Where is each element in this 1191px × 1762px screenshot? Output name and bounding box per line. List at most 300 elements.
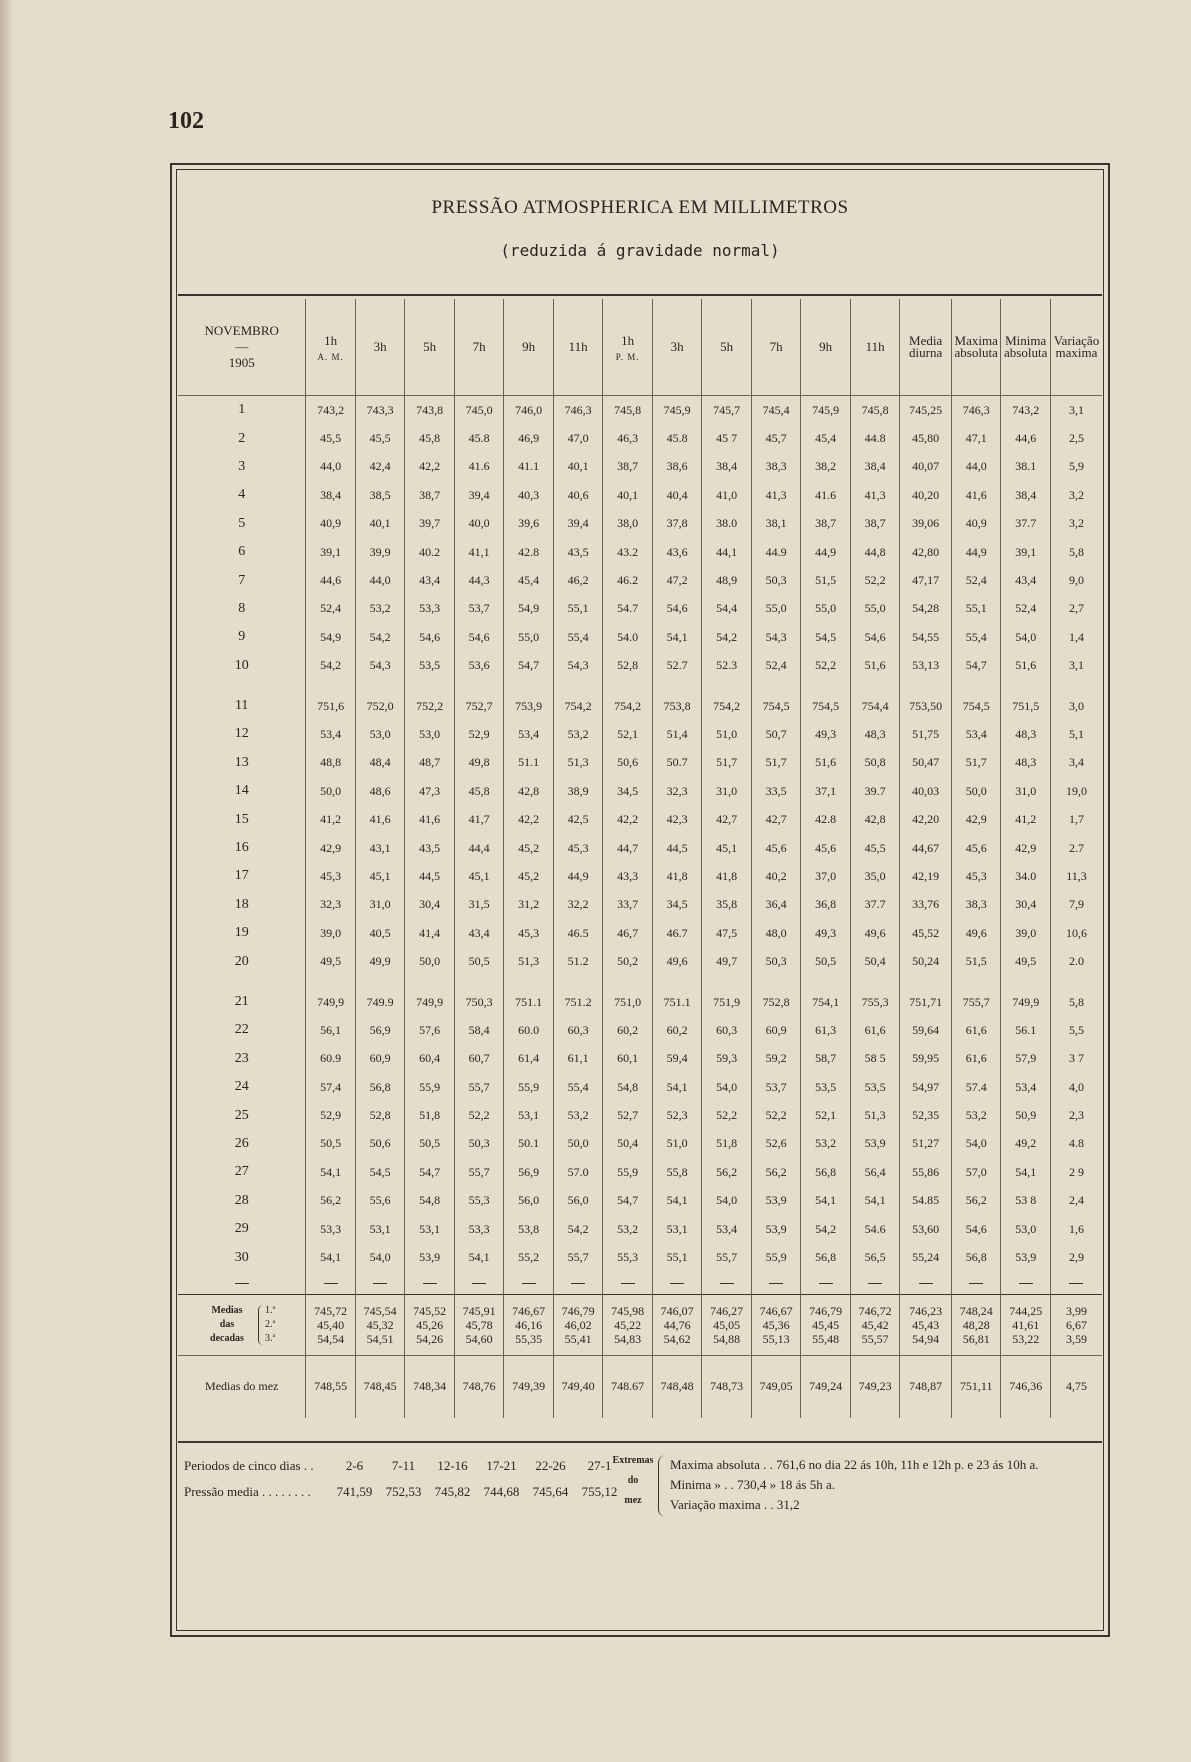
value-cell: 41,6 <box>405 805 455 833</box>
value-cell: 31,5 <box>454 891 504 919</box>
value-cell: 54,2 <box>306 652 356 680</box>
value-cell: 751,9 <box>702 988 752 1016</box>
value-cell: 51,75 <box>900 720 952 748</box>
table-row <box>178 720 1102 748</box>
value-cell: 43.2 <box>603 538 653 566</box>
value-cell: 50,47 <box>900 749 952 777</box>
value-cell: 754,2 <box>603 692 653 720</box>
medias-decadas-row <box>178 1294 1102 1355</box>
value-cell: 38,3 <box>751 453 801 481</box>
value-cell: 33,5 <box>751 777 801 805</box>
periodo-value: 7-11 <box>391 1458 416 1473</box>
value-cell: 50,5 <box>306 1130 356 1158</box>
value-cell: 50,6 <box>603 749 653 777</box>
value-cell: 54,1 <box>652 1187 702 1215</box>
table-row <box>178 1073 1102 1101</box>
value-cell: 47,17 <box>900 566 952 594</box>
value-cell: 45,1 <box>454 862 504 890</box>
value-cell: 54,7 <box>405 1158 455 1186</box>
value-cell: 39,1 <box>1001 538 1051 566</box>
value-cell: 58,4 <box>454 1016 504 1044</box>
value-cell: 57.0 <box>553 1158 603 1186</box>
table-row <box>178 652 1102 680</box>
value-cell: 55,4 <box>553 623 603 651</box>
value-cell: 52,8 <box>603 652 653 680</box>
value-cell: 50,7 <box>751 720 801 748</box>
value-cell: 51,3 <box>504 947 554 975</box>
value-cell: 746,3 <box>951 396 1001 425</box>
header-row <box>178 299 1102 396</box>
value-cell: 40,5 <box>355 919 405 947</box>
periodo-value: 12-16 <box>437 1458 468 1473</box>
value-cell: 44.8 <box>850 424 900 452</box>
value-cell: 61,6 <box>951 1016 1001 1044</box>
value-cell: 42,9 <box>951 805 1001 833</box>
value-cell: 751,5 <box>1001 692 1051 720</box>
pressao-label: Pressão media . . . . . . . . <box>184 1484 311 1499</box>
value-cell: 52,1 <box>603 720 653 748</box>
month-mean-cell: 748,55 <box>306 1355 356 1418</box>
value-cell: 53,1 <box>405 1215 455 1243</box>
value-cell: 743,8 <box>405 396 455 425</box>
value-cell: 56,9 <box>504 1158 554 1186</box>
value-cell: 55,24 <box>900 1243 952 1271</box>
day-cell: 18 <box>234 896 249 912</box>
dash-mark <box>472 1283 486 1284</box>
value-cell: 52,9 <box>454 720 504 748</box>
value-cell: 2.0 <box>1050 947 1102 975</box>
value-cell: 60.9 <box>306 1045 356 1073</box>
value-cell: 35,0 <box>850 862 900 890</box>
value-cell: 49,5 <box>1001 947 1051 975</box>
extremas-brace <box>658 1455 667 1517</box>
value-cell: 52,4 <box>306 595 356 623</box>
value-cell: 40,4 <box>652 481 702 509</box>
variacao-maxima-header: Variação maxima <box>1050 299 1102 396</box>
value-cell: 55,6 <box>355 1187 405 1215</box>
value-cell: 46,2 <box>553 566 603 594</box>
value-cell: 752,0 <box>355 692 405 720</box>
month-mean-cell: 749,05 <box>751 1355 801 1418</box>
value-cell: 55,3 <box>603 1243 653 1271</box>
minima-line: Minima » . . 730,4 » 18 ás 5h a. <box>670 1477 836 1492</box>
value-cell: 752,2 <box>405 692 455 720</box>
month-mean-cell: 749,39 <box>504 1355 554 1418</box>
value-cell: 745,9 <box>652 396 702 425</box>
day-cell: 2 <box>238 430 246 446</box>
dash-mark <box>423 1283 437 1284</box>
periodo-value: 22-26 <box>535 1458 566 1473</box>
value-cell: 43,3 <box>603 862 653 890</box>
value-cell: 42,80 <box>900 538 952 566</box>
value-cell: 37,1 <box>801 777 851 805</box>
value-cell: 61,6 <box>850 1016 900 1044</box>
value-cell: 53,2 <box>801 1130 851 1158</box>
value-cell: 51,4 <box>652 720 702 748</box>
value-cell: 44,7 <box>603 834 653 862</box>
value-cell: 54,1 <box>306 1158 356 1186</box>
table-title: PRESSÃO ATMOSPHERICA EM MILLIMETROS <box>431 197 849 218</box>
value-cell: 55,7 <box>553 1243 603 1271</box>
value-cell: 56,8 <box>801 1243 851 1271</box>
value-cell: 5,5 <box>1050 1016 1102 1044</box>
media-diurna-header: Media diurna <box>900 299 952 396</box>
value-cell: 39,06 <box>900 510 952 538</box>
value-cell: 38.1 <box>1001 453 1051 481</box>
value-cell: 33,7 <box>603 891 653 919</box>
value-cell: 45,80 <box>900 424 952 452</box>
value-cell: 45,5 <box>306 424 356 452</box>
value-cell: 4,0 <box>1050 1073 1102 1101</box>
value-cell: 53,3 <box>405 595 455 623</box>
value-cell: 46.2 <box>603 566 653 594</box>
decade-mean-cell: 745,98 45,22 54,83 <box>603 1294 653 1355</box>
value-cell: 48,7 <box>405 749 455 777</box>
value-cell: 53,4 <box>306 720 356 748</box>
value-cell: 55,1 <box>951 595 1001 623</box>
value-cell: 53,5 <box>801 1073 851 1101</box>
decade-mean-cell: 745,54 45,32 54,51 <box>355 1294 405 1355</box>
value-cell: 49,6 <box>652 947 702 975</box>
value-cell: 51,8 <box>702 1130 752 1158</box>
value-cell: 745,25 <box>900 396 952 425</box>
table-row <box>178 692 1102 720</box>
value-cell: 50,8 <box>850 749 900 777</box>
value-cell: 54,7 <box>951 652 1001 680</box>
value-cell: 53,8 <box>504 1215 554 1243</box>
value-cell: 3,1 <box>1050 652 1102 680</box>
value-cell: 34,5 <box>652 891 702 919</box>
value-cell: 749,9 <box>306 988 356 1016</box>
dash-mark <box>919 1283 933 1284</box>
extremas-label: Extremas do mez <box>612 1455 654 1506</box>
day-cell: 9 <box>238 629 246 645</box>
value-cell: 50,4 <box>850 947 900 975</box>
month-mean-cell: 748.67 <box>603 1355 653 1418</box>
dash-mark <box>621 1283 635 1284</box>
value-cell: 55,9 <box>405 1073 455 1101</box>
value-cell: 40,9 <box>306 510 356 538</box>
value-cell: 745,9 <box>801 396 851 425</box>
value-cell: 56.1 <box>1001 1016 1051 1044</box>
value-cell: 60,7 <box>454 1045 504 1073</box>
decade-mean-cell: 3,99 6,67 3,59 <box>1050 1294 1102 1355</box>
value-cell: 56,2 <box>306 1187 356 1215</box>
value-cell: 60,2 <box>603 1016 653 1044</box>
page-number: 102 <box>168 108 204 134</box>
value-cell: 60,9 <box>751 1016 801 1044</box>
value-cell: 54,4 <box>702 595 752 623</box>
value-cell: 54,55 <box>900 623 952 651</box>
value-cell: 60,4 <box>405 1045 455 1073</box>
value-cell: 38,3 <box>951 891 1001 919</box>
decade-mean-cell: 746,67 46,16 55,35 <box>504 1294 554 1355</box>
value-cell: 44,3 <box>454 566 504 594</box>
month-mean-cell: 748,48 <box>652 1355 702 1418</box>
value-cell: 52,3 <box>652 1101 702 1129</box>
value-cell: 754,5 <box>951 692 1001 720</box>
value-cell: 38,4 <box>702 453 752 481</box>
value-cell: 48,3 <box>1001 749 1051 777</box>
month-mean-cell: 749,24 <box>801 1355 851 1418</box>
medias-mez-label: Medias do mez <box>178 1355 306 1418</box>
value-cell: 50,5 <box>801 947 851 975</box>
value-cell: 53,1 <box>652 1215 702 1243</box>
value-cell: 42,9 <box>1001 834 1051 862</box>
value-cell: 55,7 <box>454 1073 504 1101</box>
value-cell: 47,5 <box>702 919 752 947</box>
value-cell: 753,8 <box>652 692 702 720</box>
value-cell: 54,5 <box>801 623 851 651</box>
value-cell: 54,0 <box>702 1073 752 1101</box>
value-cell: 54,5 <box>355 1158 405 1186</box>
value-cell: 40,1 <box>553 453 603 481</box>
value-cell: 41.1 <box>504 453 554 481</box>
value-cell: 51,7 <box>751 749 801 777</box>
value-cell: 41,8 <box>702 862 752 890</box>
dash-mark <box>769 1283 783 1284</box>
value-cell: 753,9 <box>504 692 554 720</box>
value-cell: 41.6 <box>801 481 851 509</box>
value-cell: 53,60 <box>900 1215 952 1243</box>
table-row <box>178 1101 1102 1129</box>
decade-mean-cell: 746,27 45,05 54,88 <box>702 1294 752 1355</box>
value-cell: 3 7 <box>1050 1045 1102 1073</box>
value-cell: 30,4 <box>1001 891 1051 919</box>
value-cell: 56,2 <box>951 1187 1001 1215</box>
dash-mark <box>819 1283 833 1284</box>
hour-header: 5h <box>702 299 752 396</box>
value-cell: 751.1 <box>652 988 702 1016</box>
value-cell: 40,9 <box>951 510 1001 538</box>
value-cell: 49,3 <box>801 720 851 748</box>
value-cell: 54.7 <box>603 595 653 623</box>
value-cell: 55,2 <box>504 1243 554 1271</box>
value-cell: 3,1 <box>1050 396 1102 425</box>
value-cell: 44,0 <box>355 566 405 594</box>
value-cell: 751,6 <box>306 692 356 720</box>
decade-mean-cell: 746,72 45,42 55,57 <box>850 1294 900 1355</box>
value-cell: 55,9 <box>603 1158 653 1186</box>
value-cell: 43,5 <box>553 538 603 566</box>
value-cell: 41,4 <box>405 919 455 947</box>
table-row <box>178 1215 1102 1243</box>
value-cell: 3,4 <box>1050 749 1102 777</box>
value-cell: 52,6 <box>751 1130 801 1158</box>
value-cell: 54,1 <box>1001 1158 1051 1186</box>
month-mean-cell: 4,75 <box>1050 1355 1102 1418</box>
value-cell: 38,9 <box>553 777 603 805</box>
page-fold-shadow <box>0 0 14 1762</box>
value-cell: 54,3 <box>751 623 801 651</box>
hour-header: 3h <box>355 299 405 396</box>
value-cell: 48,8 <box>306 749 356 777</box>
value-cell: 55,0 <box>504 623 554 651</box>
month-dash: — <box>235 339 249 354</box>
decade-mean-cell: 745,52 45,26 54,26 <box>405 1294 455 1355</box>
value-cell: 57,6 <box>405 1016 455 1044</box>
value-cell: 45,6 <box>801 834 851 862</box>
month-mean-cell: 748,73 <box>702 1355 752 1418</box>
value-cell: 52,4 <box>751 652 801 680</box>
year-label: 1905 <box>228 355 255 370</box>
value-cell: 34,5 <box>603 777 653 805</box>
value-cell: 45,3 <box>951 862 1001 890</box>
pressao-value: 744,68 <box>483 1484 520 1499</box>
value-cell: 743,3 <box>355 396 405 425</box>
decadas-brace <box>258 1305 263 1345</box>
footer-summary <box>184 1455 1096 1512</box>
value-cell: 52,2 <box>702 1101 752 1129</box>
value-cell: 38,5 <box>355 481 405 509</box>
value-cell: 51,6 <box>850 652 900 680</box>
value-cell: 30,4 <box>405 891 455 919</box>
value-cell: 743,2 <box>306 396 356 425</box>
value-cell: 48,3 <box>1001 720 1051 748</box>
value-cell: 39,4 <box>454 481 504 509</box>
periodo-value: 17-21 <box>486 1458 517 1473</box>
value-cell: 45,3 <box>306 862 356 890</box>
value-cell: 50,5 <box>454 947 504 975</box>
value-cell: 55,1 <box>553 595 603 623</box>
value-cell: 49,6 <box>850 919 900 947</box>
variacao-line: Variação maxima . . 31,2 <box>670 1497 800 1512</box>
value-cell: 31,0 <box>1001 777 1051 805</box>
value-cell: 45,3 <box>553 834 603 862</box>
value-cell: 45,2 <box>504 862 554 890</box>
value-cell: 40,2 <box>751 862 801 890</box>
value-cell: 51,3 <box>553 749 603 777</box>
value-cell: 49,7 <box>702 947 752 975</box>
decade-mean-cell: 744,25 41,61 53,22 <box>1001 1294 1051 1355</box>
value-cell: 52,8 <box>355 1101 405 1129</box>
spacer-row <box>178 680 1102 692</box>
value-cell: 52.3 <box>702 652 752 680</box>
value-cell: 50,5 <box>405 1130 455 1158</box>
value-cell: 55,9 <box>504 1073 554 1101</box>
value-cell: 54,6 <box>405 623 455 651</box>
value-cell: 39,0 <box>1001 919 1051 947</box>
value-cell: 53,4 <box>504 720 554 748</box>
day-cell: 22 <box>234 1022 249 1038</box>
value-cell: 61,1 <box>553 1045 603 1073</box>
value-cell: 45,8 <box>405 424 455 452</box>
value-cell: 751.1 <box>504 988 554 1016</box>
hour-header: 1h A. M. <box>306 299 356 396</box>
value-cell: 42,4 <box>355 453 405 481</box>
value-cell: 56,8 <box>355 1073 405 1101</box>
value-cell: 746,0 <box>504 396 554 425</box>
value-cell: 51,0 <box>652 1130 702 1158</box>
value-cell: 45.8 <box>652 424 702 452</box>
value-cell: 36,4 <box>751 891 801 919</box>
value-cell: 60,1 <box>603 1045 653 1073</box>
maxima-line: Maxima absoluta . . 761,6 no dia 22 ás 10h, 11h e 12h p. e 23 ás 10h a. <box>670 1457 1039 1472</box>
value-cell: 42,20 <box>900 805 952 833</box>
day-cell: 20 <box>234 953 249 969</box>
value-cell: 51,3 <box>850 1101 900 1129</box>
value-cell: 46.5 <box>553 919 603 947</box>
decade-mean-cell: 746,79 46,02 55,41 <box>553 1294 603 1355</box>
value-cell: 42,2 <box>603 805 653 833</box>
decade-mean-cell: 746,23 45,43 54,94 <box>900 1294 952 1355</box>
value-cell: 53 8 <box>1001 1187 1051 1215</box>
value-cell: 40,1 <box>603 481 653 509</box>
value-cell: 48,4 <box>355 749 405 777</box>
value-cell: 745,4 <box>751 396 801 425</box>
value-cell: 44,1 <box>702 538 752 566</box>
value-cell: 49,8 <box>454 749 504 777</box>
decade-mean-cell: 745,72 45,40 54,54 <box>306 1294 356 1355</box>
value-cell: 53,2 <box>355 595 405 623</box>
month-mean-cell: 749,40 <box>553 1355 603 1418</box>
value-cell: 60,3 <box>702 1016 752 1044</box>
value-cell: 61,4 <box>504 1045 554 1073</box>
value-cell: 54,9 <box>306 623 356 651</box>
value-cell: 9,0 <box>1050 566 1102 594</box>
value-cell: 19,0 <box>1050 777 1102 805</box>
value-cell: 60,9 <box>355 1045 405 1073</box>
decade-mean-cell: 748,24 48,28 56,81 <box>951 1294 1001 1355</box>
value-cell: 751.2 <box>553 988 603 1016</box>
value-cell: 51,6 <box>801 749 851 777</box>
value-cell: 50,24 <box>900 947 952 975</box>
value-cell: 745,7 <box>702 396 752 425</box>
value-cell: 56,2 <box>751 1158 801 1186</box>
dash-mark <box>571 1283 585 1284</box>
value-cell: 754,1 <box>801 988 851 1016</box>
hour-header: 3h <box>652 299 702 396</box>
value-cell: 52,2 <box>751 1101 801 1129</box>
dash-mark <box>324 1283 338 1284</box>
value-cell: 42,2 <box>405 453 455 481</box>
value-cell: 56,4 <box>850 1158 900 1186</box>
value-cell: 51,5 <box>801 566 851 594</box>
value-cell: 38,7 <box>603 453 653 481</box>
value-cell: 39,6 <box>504 510 554 538</box>
day-cell: 10 <box>234 657 249 673</box>
pressao-value: 755,12 <box>581 1484 618 1499</box>
value-cell: 11,3 <box>1050 862 1102 890</box>
value-cell: 58 5 <box>850 1045 900 1073</box>
value-cell: 54,1 <box>652 1073 702 1101</box>
value-cell: 50.7 <box>652 749 702 777</box>
value-cell: 40,6 <box>553 481 603 509</box>
value-cell: 42,3 <box>652 805 702 833</box>
periodo-value: 27-1 <box>587 1458 612 1473</box>
month-label: NOVEMBRO <box>204 323 279 338</box>
value-cell: 41,3 <box>850 481 900 509</box>
value-cell: 54,97 <box>900 1073 952 1101</box>
value-cell: 44,9 <box>801 538 851 566</box>
value-cell: 53,4 <box>951 720 1001 748</box>
value-cell: 745,0 <box>454 396 504 425</box>
value-cell: 54,3 <box>355 652 405 680</box>
value-cell: 42,5 <box>553 805 603 833</box>
value-cell: 49,3 <box>801 919 851 947</box>
value-cell: 56,0 <box>553 1187 603 1215</box>
value-cell: 44,9 <box>951 538 1001 566</box>
table-row <box>178 623 1102 651</box>
value-cell: 38,7 <box>850 510 900 538</box>
month-mean-cell: 748,45 <box>355 1355 405 1418</box>
value-cell: 52,4 <box>951 566 1001 594</box>
table-row <box>178 947 1102 975</box>
value-cell: 43,1 <box>355 834 405 862</box>
am-label: A. M. <box>317 351 344 362</box>
value-cell: 1,4 <box>1050 623 1102 651</box>
table-row <box>178 396 1102 425</box>
